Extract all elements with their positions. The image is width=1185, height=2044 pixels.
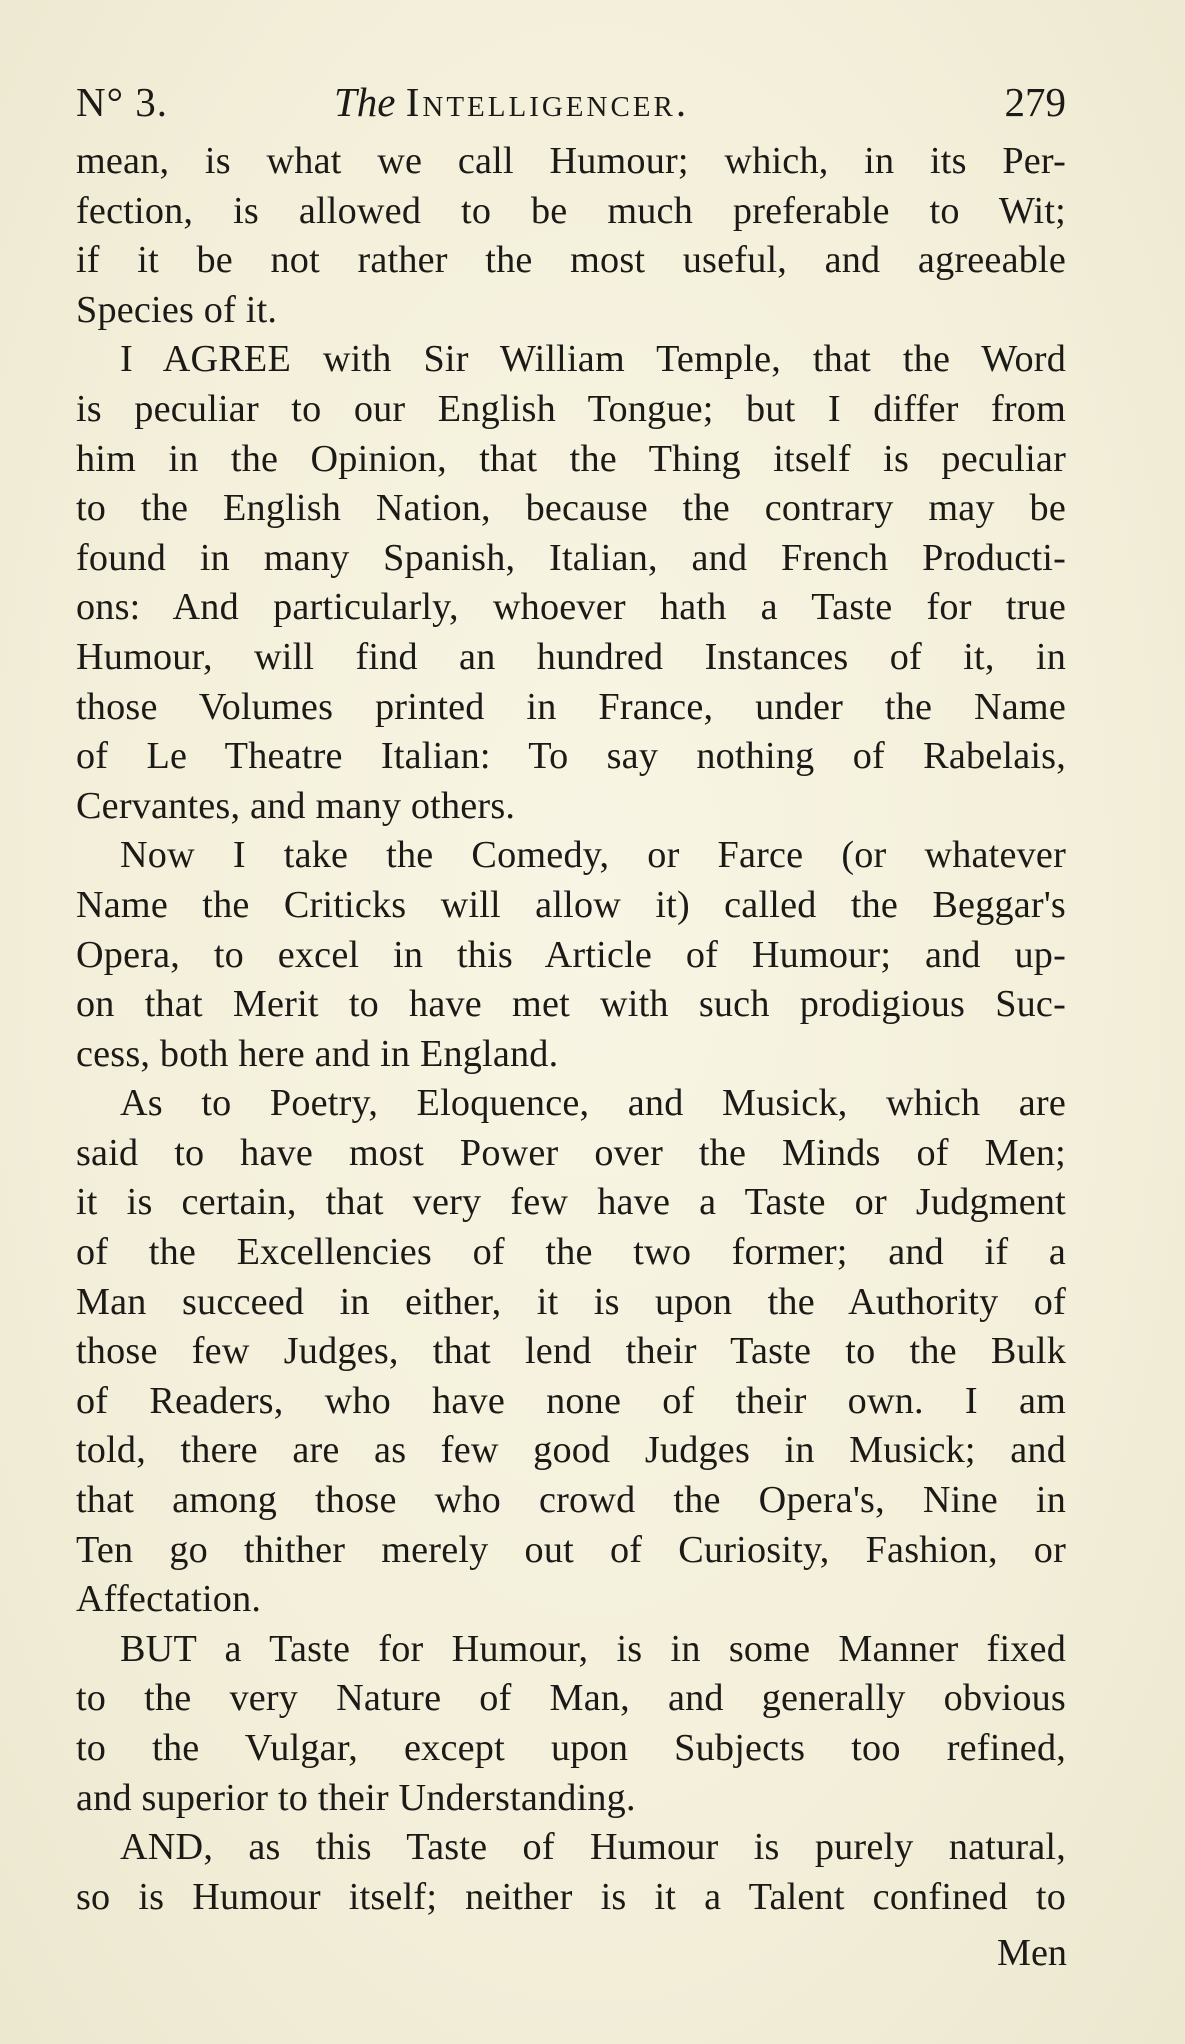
text-line: of the Excellencies of the two former; and if a xyxy=(76,1231,1066,1274)
text-line: of Readers, who have none of their own. I am xyxy=(76,1379,1066,1422)
text-line: found in many Spanish, Italian, and French Producti- xyxy=(76,536,1066,579)
paragraph-start-line: Now I take the Comedy, or Farce (or whatever xyxy=(120,834,1066,877)
text-line: Opera, to excel in this Article of Humour; and up- xyxy=(76,933,1066,976)
issue-number: N° 3. xyxy=(76,79,169,125)
running-title-name: Intelligencer. xyxy=(405,79,690,125)
text-line: of Le Theatre Italian: To say nothing of Rabelais, xyxy=(76,735,1066,778)
text-line: those Volumes printed in France, under the Name xyxy=(76,685,1066,728)
text-line: so is Humour itself; neither is it a Talent confined to xyxy=(76,1875,1066,1918)
text-line: Affectation. xyxy=(76,1578,262,1621)
text-line: ons: And particularly, whoever hath a Taste for true xyxy=(76,586,1066,629)
text-line: those few Judges, that lend their Taste to the Bulk xyxy=(76,1330,1066,1373)
catchword: Men xyxy=(997,1932,1067,1974)
text-line: is peculiar to our English Tongue; but I differ from xyxy=(76,387,1066,430)
body-text xyxy=(76,137,1066,1922)
text-line: if it be not rather the most useful, and agreeable xyxy=(76,239,1066,282)
running-header xyxy=(76,78,1066,134)
paragraph-start-line: BUT a Taste for Humour, is in some Manner fixed xyxy=(120,1627,1066,1670)
paragraph-start-line: AND, as this Taste of Humour is purely natural, xyxy=(120,1826,1066,1869)
text-line: on that Merit to have met with such prodigious Suc- xyxy=(76,983,1066,1026)
text-line: him in the Opinion, that the Thing itself is peculiar xyxy=(76,437,1066,480)
text-line: fection, is allowed to be much preferable to Wit; xyxy=(76,189,1066,232)
text-line: Name the Criticks will allow it) called the Beggar's xyxy=(76,883,1066,926)
text-line: that among those who crowd the Opera's, Nine in xyxy=(76,1479,1066,1522)
text-line: it is certain, that very few have a Taste or Judgment xyxy=(76,1181,1066,1224)
text-line: Ten go thither merely out of Curiosity, Fashion, or xyxy=(76,1528,1066,1571)
text-line: Species of it. xyxy=(76,288,278,331)
text-line: Humour, will find an hundred Instances of it, in xyxy=(76,635,1066,678)
text-line: to the English Nation, because the contrary may be xyxy=(76,487,1066,530)
text-line: Cervantes, and many others. xyxy=(76,784,516,827)
text-line: said to have most Power over the Minds of Men; xyxy=(76,1131,1066,1174)
text-line: to the Vulgar, except upon Subjects too refined, xyxy=(76,1727,1066,1769)
paragraph-start-line: I AGREE with Sir William Temple, that the Word xyxy=(120,338,1066,381)
text-line: mean, is what we call Humour; which, in its Per- xyxy=(76,140,1066,182)
running-title-article: The xyxy=(334,79,396,125)
text-line: told, there are as few good Judges in Musick; and xyxy=(76,1429,1066,1472)
running-title xyxy=(334,78,689,126)
text-line: cess, both here and in England. xyxy=(76,1032,559,1075)
page-number: 279 xyxy=(1004,79,1066,125)
paragraph-start-line: As to Poetry, Eloquence, and Musick, which are xyxy=(120,1082,1066,1125)
text-line: Man succeed in either, it is upon the Authority of xyxy=(76,1280,1066,1323)
text-line: and superior to their Understanding. xyxy=(76,1776,636,1819)
text-line: to the very Nature of Man, and generally obvious xyxy=(76,1677,1066,1720)
